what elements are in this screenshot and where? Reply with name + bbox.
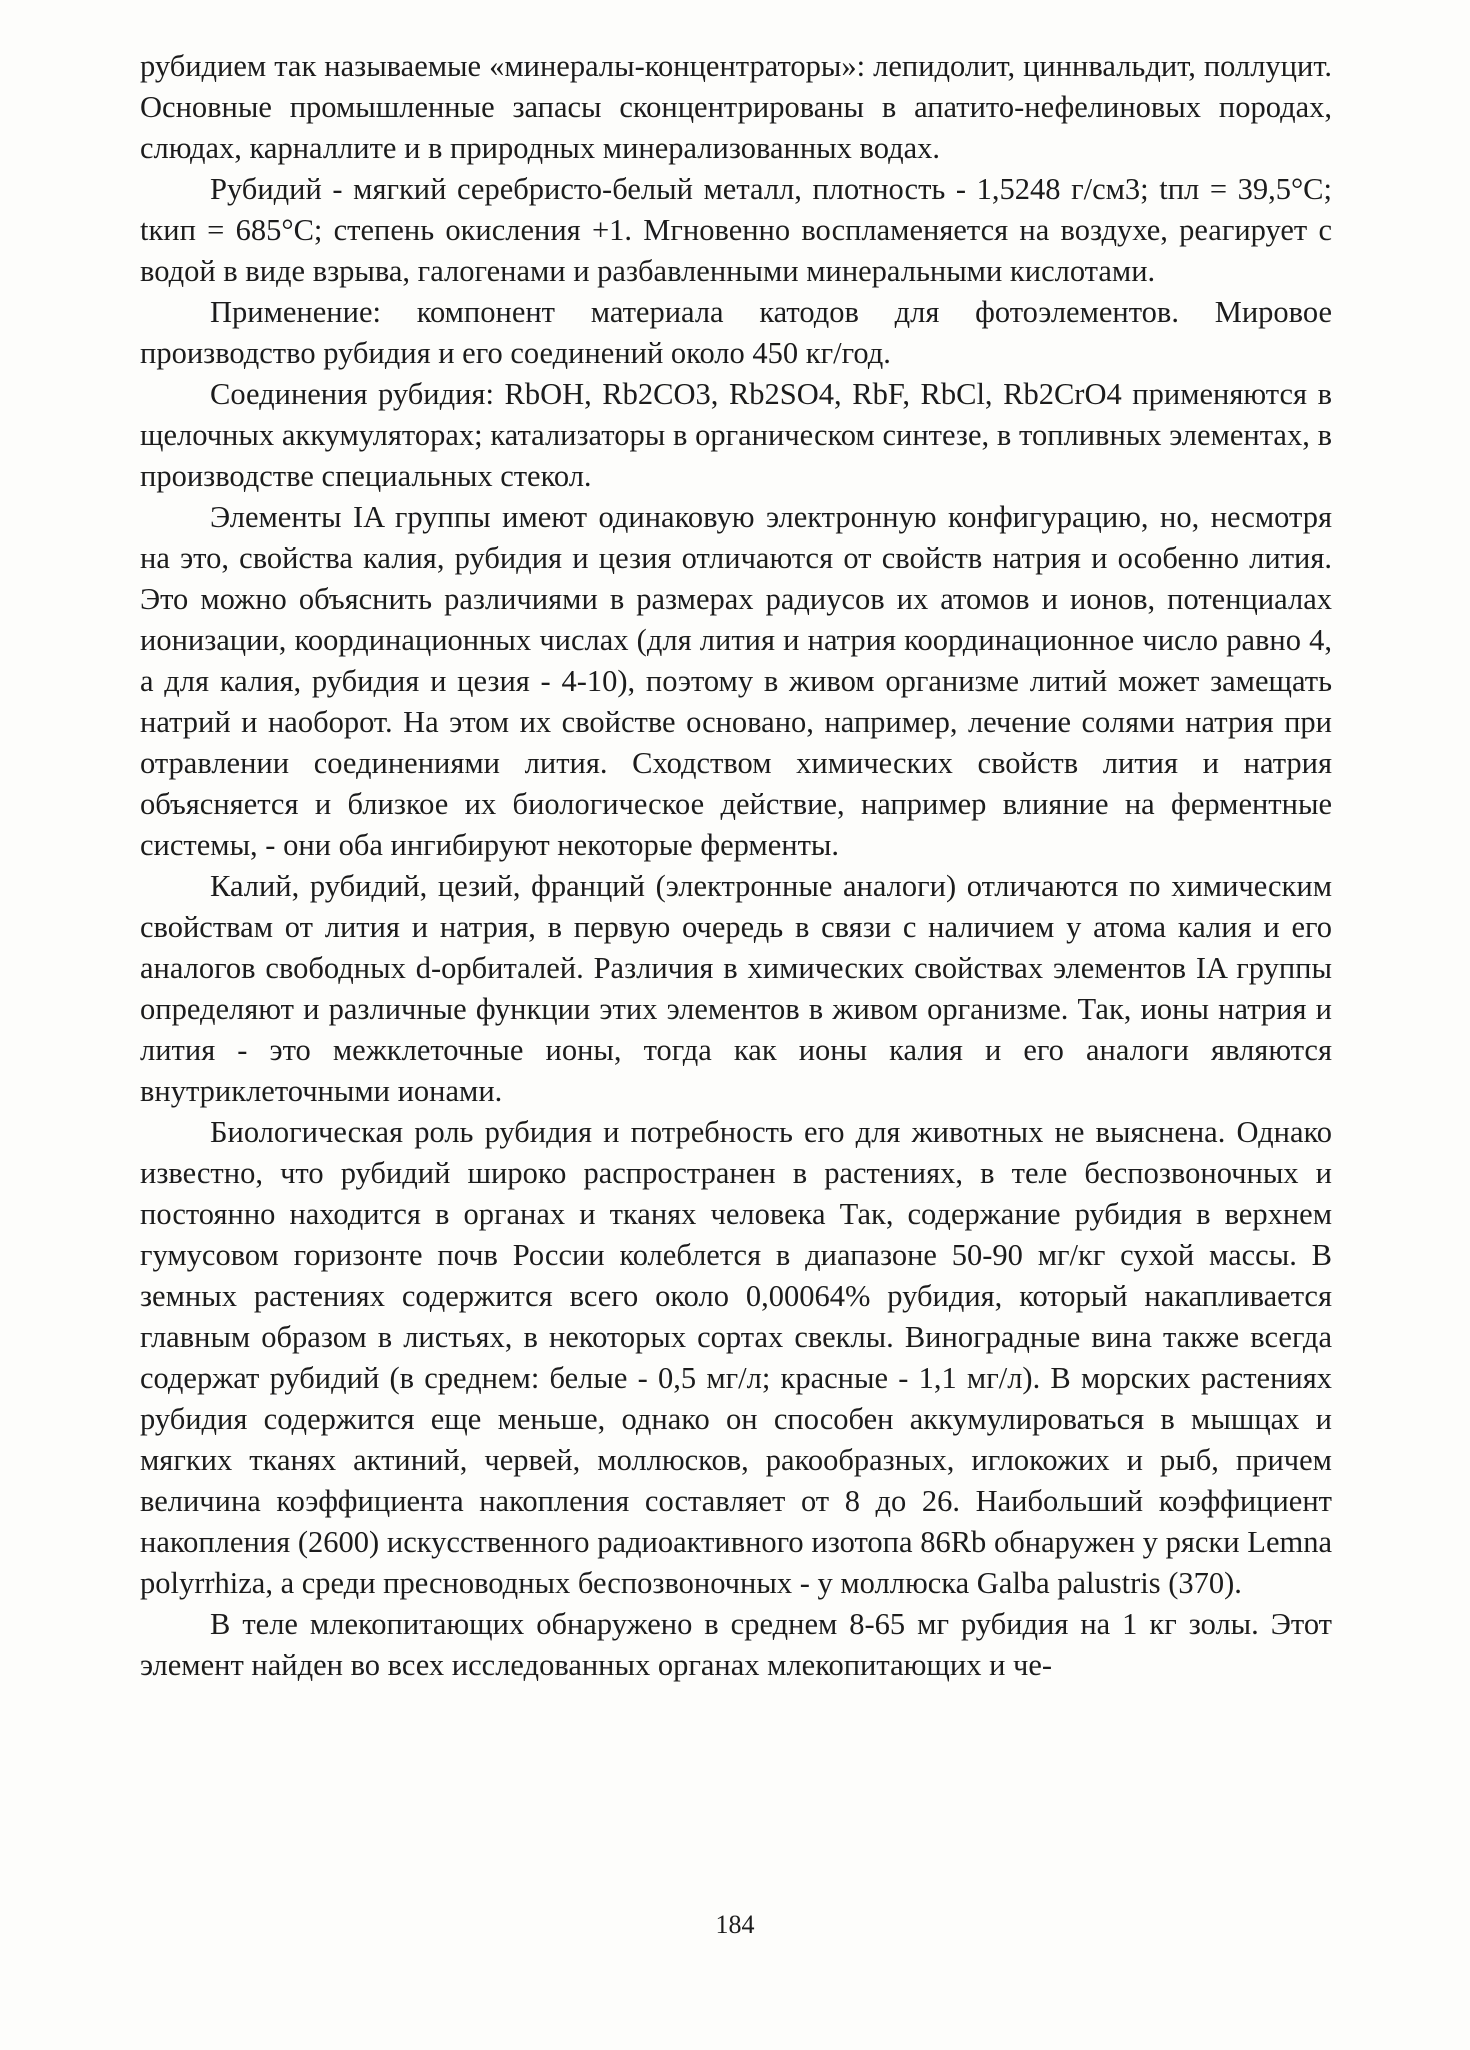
page-number: 184 (715, 1910, 755, 1939)
paragraph-group-ia-elements: Элементы IA группы имеют одинаковую электронную конфигурацию, но, несмотря на это, свойства калия, рубидия и цезия отличаются от свойств натрия и особенно лития. Это можно объяснить различиями в размерах радиусов их атомов и ионов, потенциалах ионизации, координационных числах (для лития и натрия координационное число равно 4, а для калия, рубидия и цезия - 4-10), поэтому в живом организме литий может замещать натрий и наоборот. На этом их свойстве основано, например, лечение солями натрия при отравлении соединениями лития. Сходством химических свойств лития и натрия объясняется и близкое их биологическое действие, например влияние на ферментные системы, - они оба ингибируют некоторые ферменты. (140, 500, 1332, 862)
paragraph-continuation: рубидием так называемые «минералы-концентраторы»: лепидолит, циннвальдит, поллуцит. Основные промышленные запасы сконцентрированы в апатито-нефелиновых породах, слюдах, карналлите и в природных минерализованных водах. (140, 49, 1332, 165)
paragraph-rubidium-properties: Рубидий - мягкий серебристо-белый металл, плотность - 1,5248 г/см3; tпл = 39,5°С; tкип = 685°С; степень окисления +1. Мгновенно воспламеняется на воздухе, реагирует с водой в виде взрыва, галогенами и разбавленными минеральными кислотами. (140, 172, 1332, 288)
paragraph-electronic-analogues: Калий, рубидий, цезий, франций (электронные аналоги) отличаются по химическим свойствам от лития и натрия, в первую очередь в связи с наличием у атома калия и его аналогов свободных d-орбиталей. Различия в химических свойствах элементов IA группы определяют и различные функции этих элементов в живом организме. Так, ионы натрия и лития - это межклеточные ионы, тогда как ионы калия и его аналоги являются внутриклеточными ионами. (140, 869, 1332, 1108)
document-page (140, 46, 1332, 1686)
paragraph-compounds: Соединения рубидия: RbOH, Rb2CO3, Rb2SO4, RbF, RbCl, Rb2CrO4 применяются в щелочных аккумуляторах; катализаторы в органическом синтезе, в топливных элементах, в производстве специальных стекол. (140, 377, 1332, 493)
paragraph-biological-role: Биологическая роль рубидия и потребность его для животных не выяснена. Однако известно, что рубидий широко распространен в растениях, в теле беспозвоночных и постоянно находится в органах и тканях человека Так, содержание рубидия в верхнем гумусовом горизонте почв России колеблется в диапазоне 50-90 мг/кг сухой массы. В земных растениях содержится всего около 0,00064% рубидия, который накапливается главным образом в листьях, в некоторых сортах свеклы. Виноградные вина также всегда содержат рубидий (в среднем: белые - 0,5 мг/л; красные - 1,1 мг/л). В морских растениях рубидия содержится еще меньше, однако он способен аккумулироваться в мышцах и мягких тканях актиний, червей, моллюсков, ракообразных, иглокожих и рыб, причем величина коэффициента накопления составляет от 8 до 26. Наибольший коэффициент накопления (2600) искусственного радиоактивного изотопа 86Rb обнаружен у ряски Lemna polyrrhiza, а среди пресноводных беспозвоночных - у моллюска Galba palustris (370). (140, 1115, 1332, 1600)
paragraph-application: Применение: компонент материала катодов для фотоэлементов. Мировое производство рубидия и его соединений около 450 кг/год. (140, 295, 1332, 370)
paragraph-mammals: В теле млекопитающих обнаружено в среднем 8-65 мг рубидия на 1 кг золы. Этот элемент найден во всех исследованных органах млекопитающих и че- (140, 1607, 1332, 1682)
